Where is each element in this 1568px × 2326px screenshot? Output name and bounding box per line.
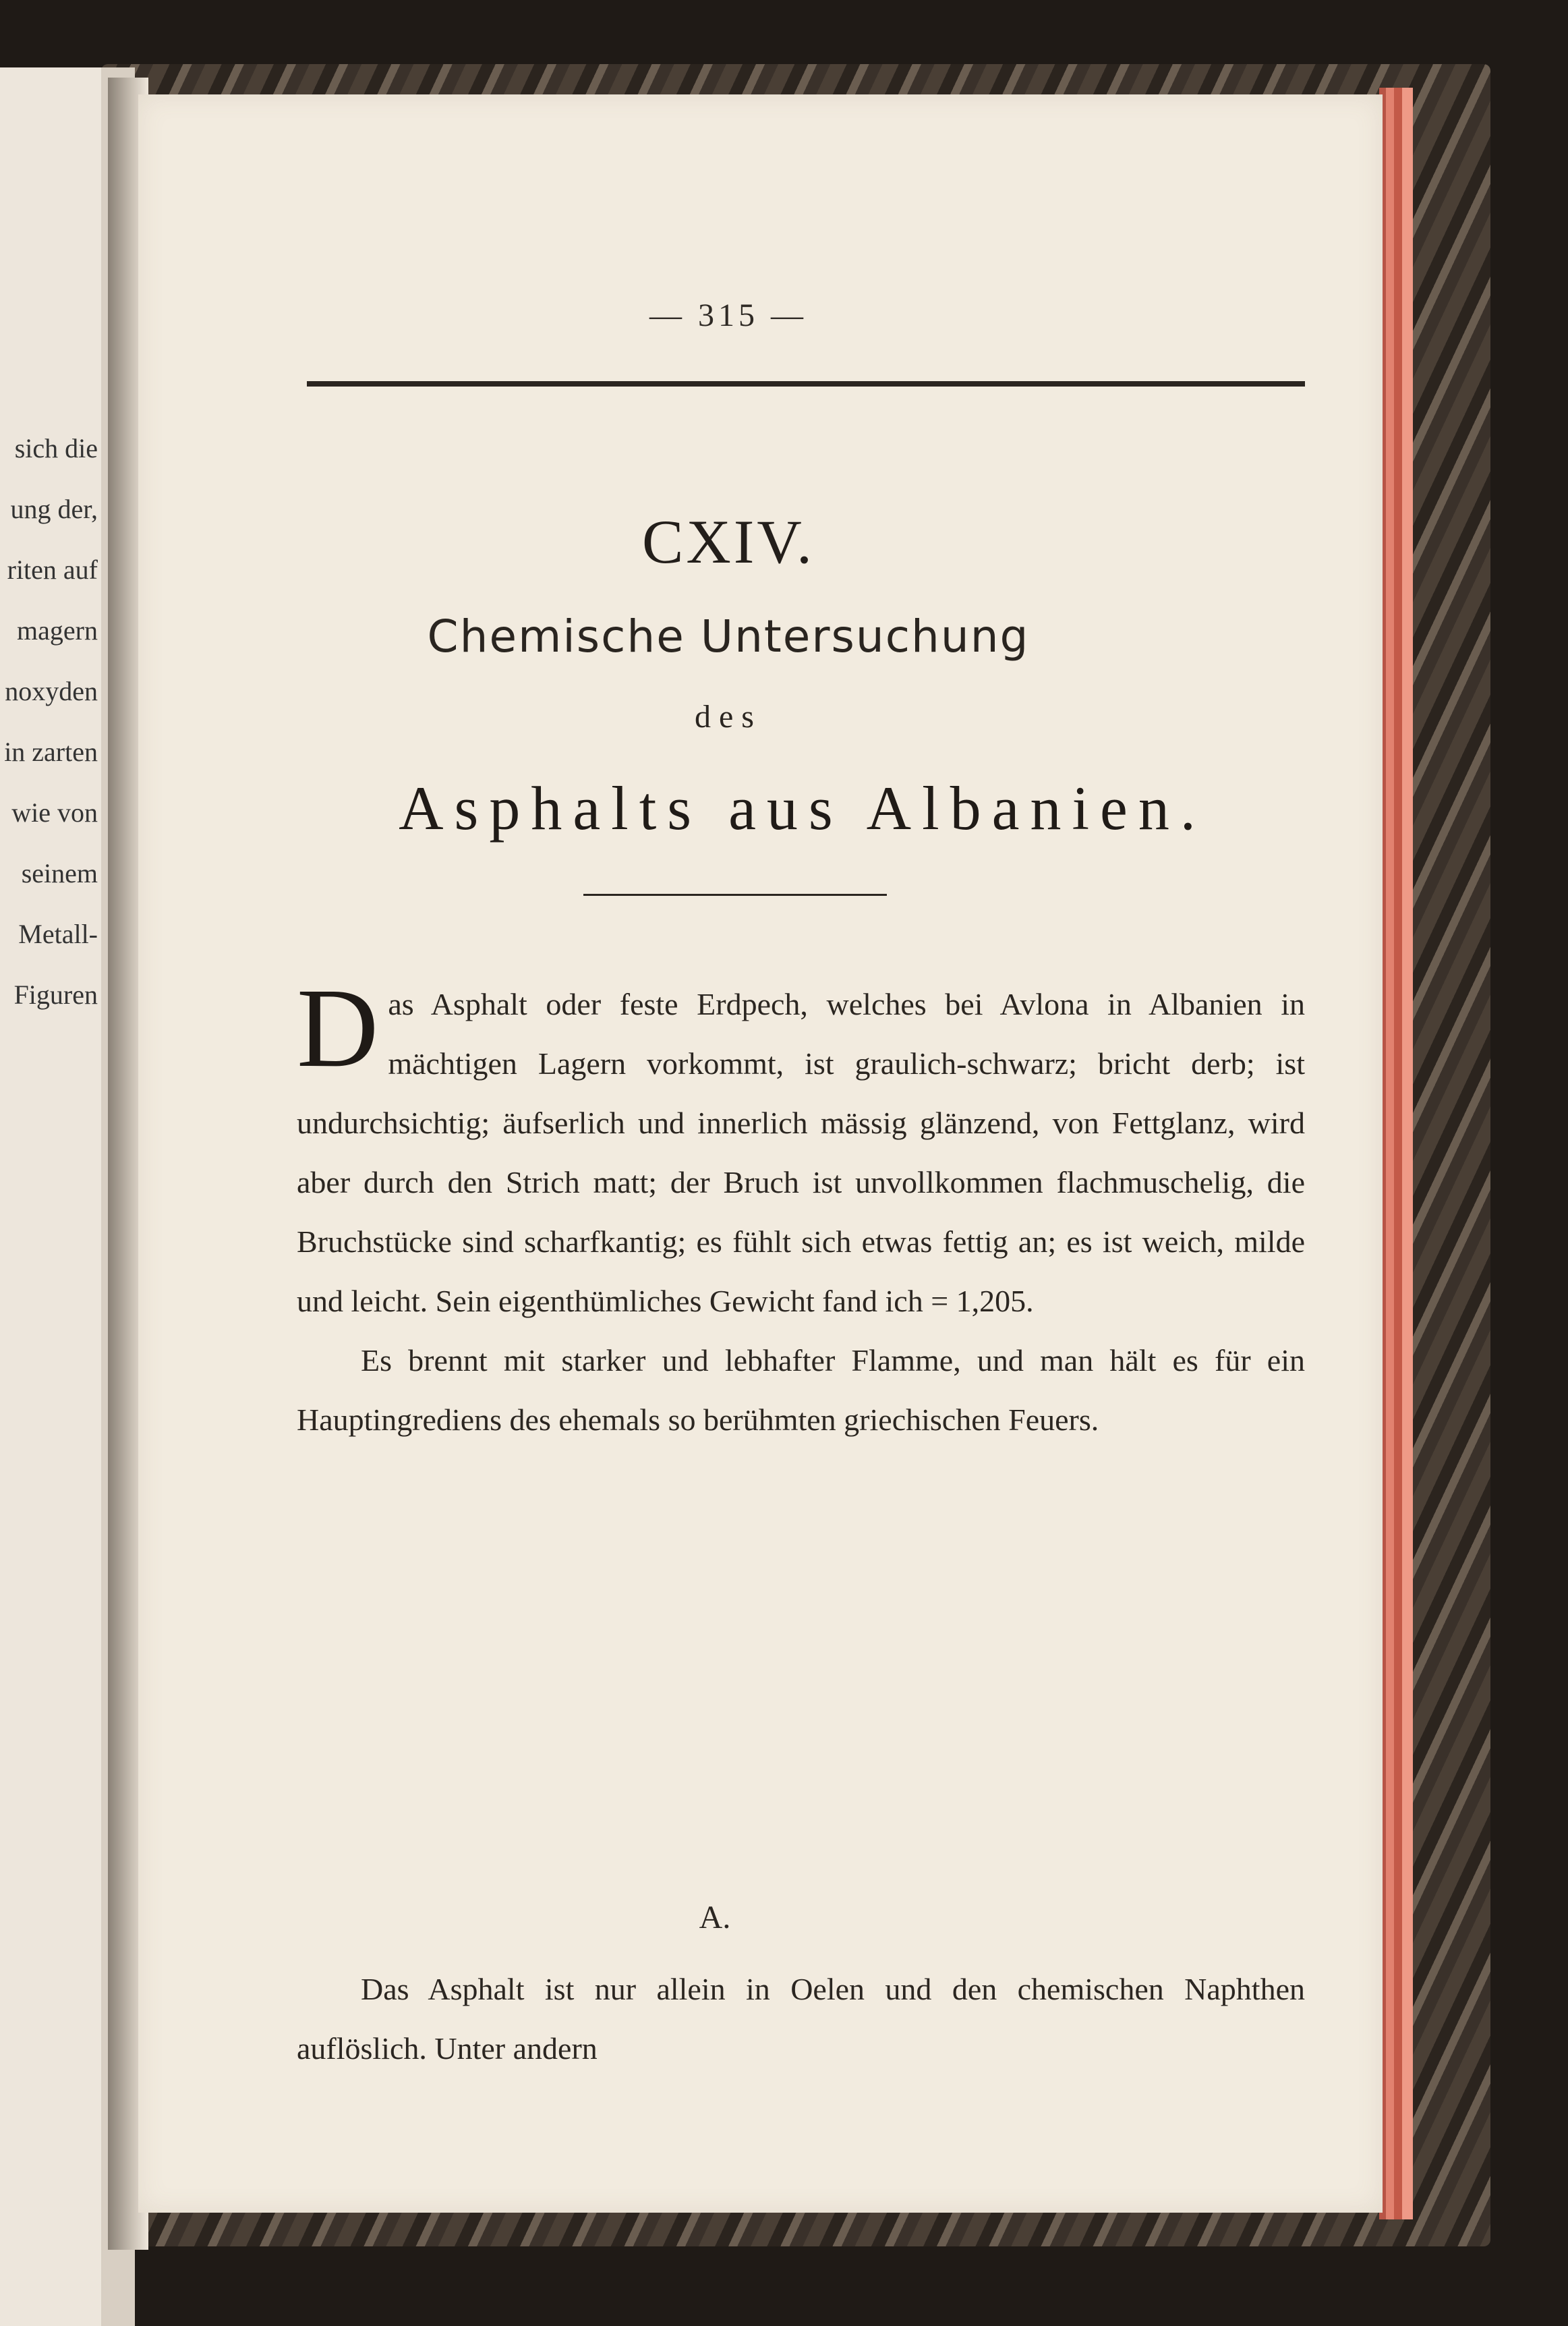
left-page-line: Metall-: [18, 919, 98, 949]
left-page-line: magern: [17, 615, 98, 646]
left-page-line: in zarten: [4, 737, 98, 767]
page-edge-red: [1379, 88, 1413, 2219]
left-page-text: [0, 418, 98, 1025]
drop-cap: D: [297, 965, 379, 1091]
page-number: — 315 —: [649, 297, 807, 333]
paragraph-1: [297, 965, 1305, 1331]
paragraph-2: Es brennt mit starker und lebhafter Flamme, und man hält es für ein Hauptingrediens des ehemals so berühmten griechischen Feuers.: [297, 1343, 1305, 1437]
chapter-numeral: CXIV.: [641, 507, 815, 576]
chapter-subtitle: Chemische Untersuchung: [427, 611, 1030, 662]
paragraph-3: Das Asphalt ist nur allein in Oelen und den chemischen Naphthen auflöslich. Unter andern: [297, 1972, 1305, 2066]
header-rule: [307, 381, 1305, 387]
left-page-line: seinem: [21, 858, 98, 888]
left-page-line: wie von: [11, 797, 98, 828]
left-page-line: sich die: [14, 433, 98, 463]
left-page-line: Figuren: [13, 980, 98, 1010]
title-connector: des: [695, 699, 762, 735]
book-page: [138, 94, 1383, 2213]
chapter-title: Asphalts aus Albanien.: [399, 774, 1207, 843]
section-label: A.: [699, 1900, 731, 1935]
left-page-line: riten auf: [7, 555, 98, 585]
body-text: [297, 965, 1305, 1450]
paragraph-1-text: as Asphalt oder feste Erdpech, welches bei Avlona in Albanien in mächtigen Lagern vorkommt, ist graulich-schwarz; bricht derb; ist undurchsichtig; äufserlich und innerlich mässig glänzend, von Fettglanz, wird aber durch den Strich matt; der Bruch ist unvollkommen flachmuschelig, die Bruchstücke sind scharfkantig; es fühlt sich etwas fettig an; es ist weich, milde und leicht. Sein eigenthümliches Gewicht fand ich = 1,205.: [297, 987, 1305, 1318]
body-text-2: [297, 1960, 1305, 2078]
left-page-line: ung der,: [10, 494, 98, 524]
title-rule: [583, 894, 887, 896]
left-page-line: noxyden: [5, 676, 98, 706]
